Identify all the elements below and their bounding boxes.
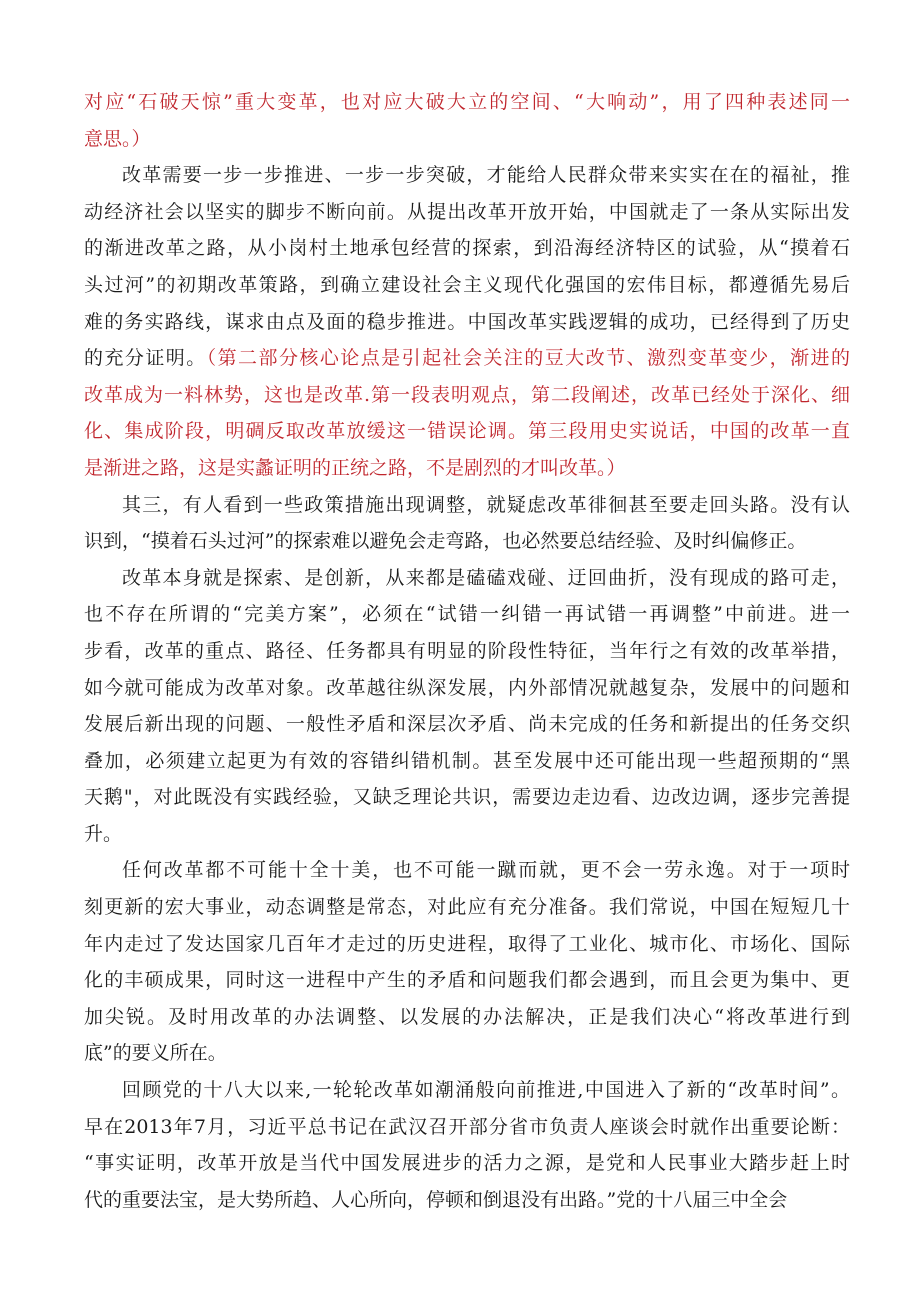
body-text: 头过河”的初期改革策路，到确立建设社会主义现代化强国的宏伟目标，都遵循先易后 <box>84 273 850 296</box>
body-text: 年内走过了发达国家几百年才走过的历史进程，取得了工业化、城市化、市场化、国际 <box>84 932 850 955</box>
body-text: 化的丰硕成果，同时这一进程中产生的矛盾和问题我们都会遇到，而且会更为集中、更 <box>84 969 850 992</box>
body-text: 改革需要一步一步推进、一步一步突破，才能给人民群众带来实实在在的福祉，推 <box>122 164 850 187</box>
body-text: 如今就可能成为改革对象。改革越往纵深发展，内外部情况就越复杂，发展中的问题和 <box>84 676 850 699</box>
body-text: “事实证明，改革开放是当代中国发展进步的活力之源，是党和人民事业大踏步赶上时 <box>84 1152 850 1175</box>
text-line <box>84 230 850 267</box>
annotation-text: 是渐进之路，这是实蠡证明的正统之路，不是剧烈的才叫改革。） <box>84 456 626 479</box>
annotation-text: （第二部分核心论点是引起社会关注的豆大改节、激烈变革变少，渐进的 <box>206 347 850 370</box>
text-line <box>84 1182 850 1219</box>
text-line <box>84 267 850 304</box>
text-line <box>84 743 850 780</box>
text-line <box>84 304 850 341</box>
paragraph <box>84 852 850 1072</box>
text-line <box>84 889 850 926</box>
body-text: 代的重要法宝，是大势所趋、人心所向，停顿和倒退没有出路。”党的十八届三中全会 <box>84 1188 788 1211</box>
text-line <box>84 779 850 816</box>
text-line <box>84 962 850 999</box>
text-line <box>84 1035 850 1072</box>
text-line <box>84 413 850 450</box>
body-text: 刻更新的宏大事业，动态调整是常态，对此应有充分准备。我们常说，中国在短短几十 <box>84 896 850 919</box>
annotation-text: 化、集成阶段，明碉反取改革放缓这一错误论调。第三段用史实说话，中国的改革一直 <box>84 420 850 443</box>
body-text: 其三，有人看到一些政策措施出现调整，就疑虑改革徘徊甚至要走回头路。没有认 <box>122 493 850 516</box>
text-line <box>84 523 850 560</box>
text-line <box>84 706 850 743</box>
text-line <box>84 670 850 707</box>
paragraph <box>84 560 850 853</box>
body-text: 的充分证明。 <box>84 347 207 370</box>
annotation-text: 对应“石破天惊”重大变革，也对应大破大立的空间、“大响动”，用了四种表述同一 <box>84 91 850 113</box>
paragraph <box>84 1072 850 1218</box>
text-line <box>84 596 850 633</box>
body-text: 难的务实路线，谋求由点及面的稳步推进。中国改革实践逻辑的成功，已经得到了历史 <box>84 310 850 333</box>
body-text: 也不存在所谓的“完美方案”，必须在“试错一纠错一再试错一再调整”中前进。进一 <box>84 603 850 626</box>
text-line <box>84 1109 850 1146</box>
body-text: 识到，“摸着石头过河”的探索难以避免会走弯路，也必然要总结经验、及时纠偏修正。 <box>84 530 807 553</box>
text-line <box>84 560 850 597</box>
text-line <box>84 1072 850 1109</box>
annotation-text: 改革成为一料林势，这也是改革.第一段表明观点，第二段阐述，改革已经处于深化、细 <box>84 383 850 406</box>
text-line <box>84 926 850 963</box>
text-line <box>84 999 850 1036</box>
body-text: 天鹅"，对此既没有实践经验，又缺乏理论共识，需要边走边看、边改边调，逐步完善提 <box>84 786 850 809</box>
text-line <box>84 194 850 231</box>
paragraph <box>84 157 850 486</box>
text-line <box>84 84 850 121</box>
body-text: 发展后新出现的问题、一般性矛盾和深层次矛盾、尚未完成的任务和新提出的任务交织 <box>84 713 850 736</box>
paragraph <box>84 84 850 157</box>
text-line <box>84 816 850 853</box>
text-line <box>84 1145 850 1182</box>
text-line <box>84 852 850 889</box>
body-text: 底”的要义所在。 <box>84 1042 227 1065</box>
text-line <box>84 633 850 670</box>
body-text: 步看，改革的重点、路径、任务都具有明显的阶段性特征，当年行之有效的改革举措， <box>84 639 850 662</box>
text-line <box>84 450 850 487</box>
body-text: 的渐进改革之路，从小岗村土地承包经营的探索，到沿海经济特区的试验，从“摸着石 <box>84 237 850 260</box>
paragraph <box>84 487 850 560</box>
body-text: 加尖锐。及时用改革的办法调整、以发展的办法解决，正是我们决心“将改革进行到 <box>84 1005 850 1028</box>
document-page <box>84 84 850 1218</box>
text-line <box>84 340 850 377</box>
body-text: 早在2013年7月，习近平总书记在武汉召开部分省市负责人座谈会时就作出重要论断： <box>84 1115 850 1138</box>
text-line <box>84 157 850 194</box>
text-line <box>84 377 850 414</box>
body-text: 叠加，必须建立起更为有效的容错纠错机制。甚至发展中还可能出现一些超预期的“黑 <box>84 749 850 772</box>
annotation-text: 意思。） <box>84 127 151 150</box>
text-line <box>84 487 850 524</box>
body-text: 动经济社会以坚实的脚步不断向前。从提出改革开放开始，中国就走了一条从实际出发 <box>84 200 850 223</box>
body-text: 升。 <box>84 822 123 845</box>
body-text: 回顾党的十八大以来,一轮轮改革如潮涌般向前推进,中国进入了新的“改革时间”。 <box>122 1079 850 1102</box>
body-text: 改革本身就是探索、是创新，从来都是磕磕戏碰、迂回曲折，没有现成的路可走， <box>122 566 850 589</box>
body-text: 任何改革都不可能十全十美，也不可能一蹴而就，更不会一劳永逸。对于一项时 <box>122 859 850 882</box>
text-line <box>84 121 850 158</box>
